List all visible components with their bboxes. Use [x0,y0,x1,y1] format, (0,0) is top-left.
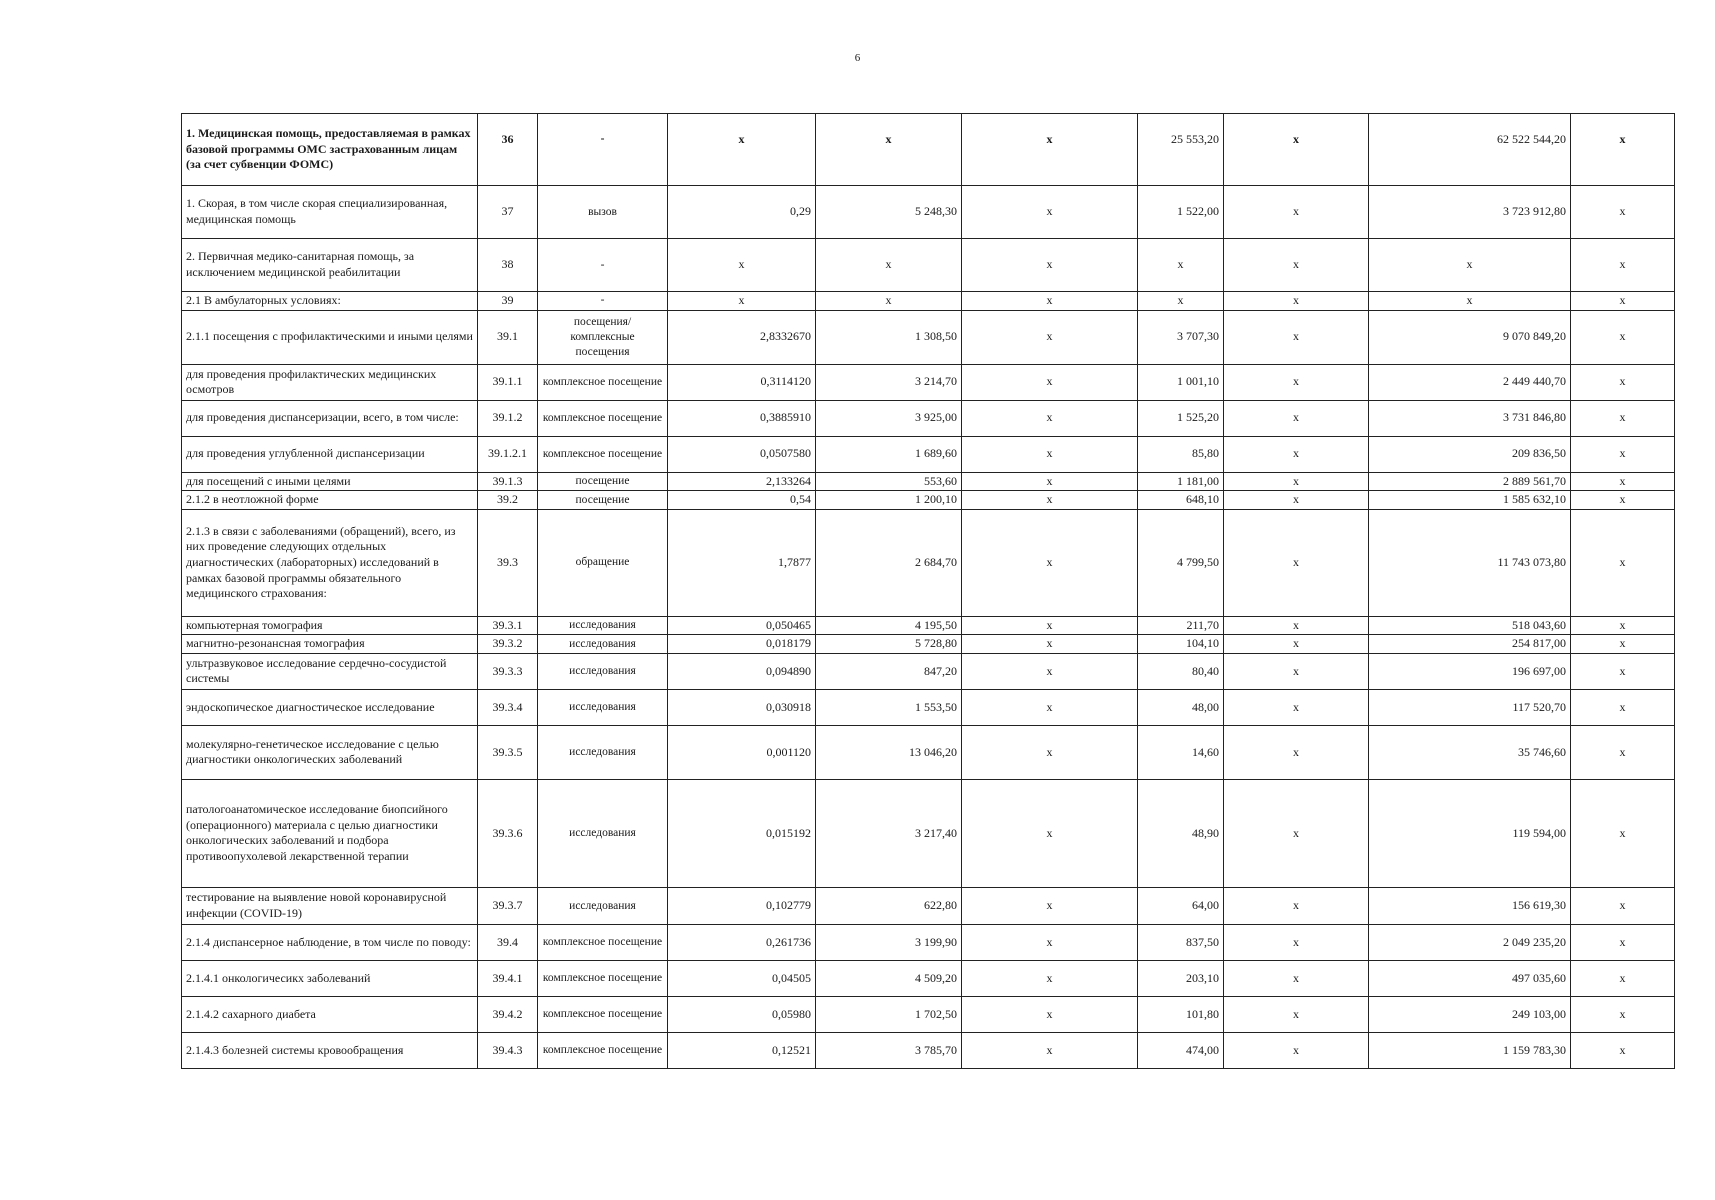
row-unit: - [538,292,668,311]
row-code: 39.3.3 [478,653,538,689]
per-capita-budget: х [962,924,1138,960]
per-capita-budget: х [962,779,1138,887]
table-row [182,114,1675,186]
row-code: 39.2 [478,491,538,510]
row-name: 2.1 В амбулаторных условиях: [182,292,478,311]
per-capita-oms: 474,00 [1138,1032,1224,1068]
per-capita-oms: 837,50 [1138,924,1224,960]
table-row [182,887,1675,924]
total-oms: 518 043,60 [1369,616,1571,635]
table-row [182,924,1675,960]
total-oms: 2 049 235,20 [1369,924,1571,960]
total-budget: х [1224,1032,1369,1068]
row-code: 39.4.3 [478,1032,538,1068]
row-code: 36 [478,114,538,186]
cost-norm: х [816,239,962,292]
table-row [182,635,1675,654]
row-unit: - [538,114,668,186]
per-capita-budget: х [962,292,1138,311]
cost-norm: 2 684,70 [816,509,962,616]
table-row [182,472,1675,491]
per-capita-oms: 1 181,00 [1138,472,1224,491]
per-capita-budget: х [962,509,1138,616]
table-row [182,779,1675,887]
row-code: 38 [478,239,538,292]
per-capita-budget: х [962,310,1138,364]
row-unit: комплексное посещение [538,436,668,472]
row-name: тестирование на выявление новой коронавирусной инфекции (COVID-19) [182,887,478,924]
row-unit: исследования [538,616,668,635]
row-name: для проведения углубленной диспансеризации [182,436,478,472]
row-code: 39.3.1 [478,616,538,635]
total-budget: х [1224,509,1369,616]
share: х [1571,186,1675,239]
per-capita-budget: х [962,725,1138,779]
total-budget: х [1224,924,1369,960]
table-row [182,292,1675,311]
share: х [1571,635,1675,654]
cost-norm: 3 214,70 [816,364,962,400]
volume-norm: 0,001120 [668,725,816,779]
row-unit: вызов [538,186,668,239]
row-name: для посещений с иными целями [182,472,478,491]
row-code: 39.3.2 [478,635,538,654]
total-oms: 497 035,60 [1369,960,1571,996]
volume-norm: х [668,114,816,186]
total-oms: 3 731 846,80 [1369,400,1571,436]
table-row [182,436,1675,472]
total-budget: х [1224,186,1369,239]
share: х [1571,310,1675,364]
total-oms: 254 817,00 [1369,635,1571,654]
table-row [182,310,1675,364]
volume-norm: 0,102779 [668,887,816,924]
cost-norm: 1 308,50 [816,310,962,364]
volume-norm: 0,12521 [668,1032,816,1068]
cost-norm: 1 702,50 [816,996,962,1032]
cost-norm: 1 689,60 [816,436,962,472]
per-capita-budget: х [962,472,1138,491]
total-oms: 11 743 073,80 [1369,509,1571,616]
total-oms: 117 520,70 [1369,689,1571,725]
per-capita-oms: 104,10 [1138,635,1224,654]
total-oms: 1 159 783,30 [1369,1032,1571,1068]
table-row [182,509,1675,616]
row-unit: комплексное посещение [538,996,668,1032]
row-unit: исследования [538,887,668,924]
volume-norm: 0,050465 [668,616,816,635]
row-name: компьютерная томография [182,616,478,635]
per-capita-budget: х [962,996,1138,1032]
row-code: 39.3 [478,509,538,616]
total-oms: 2 449 440,70 [1369,364,1571,400]
row-code: 39 [478,292,538,311]
per-capita-oms: 64,00 [1138,887,1224,924]
total-budget: х [1224,472,1369,491]
share: х [1571,509,1675,616]
row-name: 2. Первичная медико-санитарная помощь, за исключением медицинской реабилитации [182,239,478,292]
volume-norm: 0,29 [668,186,816,239]
per-capita-oms: 211,70 [1138,616,1224,635]
cost-norm: 3 217,40 [816,779,962,887]
row-unit: посещения/комплексные посещения [538,310,668,364]
per-capita-oms: 648,10 [1138,491,1224,510]
cost-norm: 1 200,10 [816,491,962,510]
cost-norm: 3 785,70 [816,1032,962,1068]
row-name: эндоскопическое диагностическое исследование [182,689,478,725]
total-budget: х [1224,400,1369,436]
cost-norm: 3 925,00 [816,400,962,436]
total-budget: х [1224,364,1369,400]
per-capita-oms: х [1138,292,1224,311]
per-capita-budget: х [962,491,1138,510]
per-capita-oms: 48,00 [1138,689,1224,725]
cost-norm: 3 199,90 [816,924,962,960]
row-unit: исследования [538,689,668,725]
total-oms: х [1369,239,1571,292]
table-row [182,725,1675,779]
total-oms: 9 070 849,20 [1369,310,1571,364]
row-unit: - [538,239,668,292]
share: х [1571,960,1675,996]
total-budget: х [1224,635,1369,654]
cost-norm: х [816,292,962,311]
per-capita-oms: 25 553,20 [1138,114,1224,186]
volume-norm: х [668,239,816,292]
volume-norm: х [668,292,816,311]
row-unit: посещение [538,491,668,510]
total-oms: 35 746,60 [1369,725,1571,779]
per-capita-budget: х [962,960,1138,996]
total-budget: х [1224,114,1369,186]
table-row [182,364,1675,400]
per-capita-oms: 1 525,20 [1138,400,1224,436]
volume-norm: 0,3885910 [668,400,816,436]
share: х [1571,779,1675,887]
total-oms: 156 619,30 [1369,887,1571,924]
row-name: 2.1.1 посещения с профилактическими и иными целями [182,310,478,364]
per-capita-oms: 3 707,30 [1138,310,1224,364]
financing-table [181,113,1675,1069]
table-row [182,616,1675,635]
table-body [182,114,1675,1069]
row-code: 39.3.5 [478,725,538,779]
share: х [1571,1032,1675,1068]
total-oms: х [1369,292,1571,311]
share: х [1571,400,1675,436]
volume-norm: 0,04505 [668,960,816,996]
per-capita-budget: х [962,1032,1138,1068]
row-unit: комплексное посещение [538,924,668,960]
row-unit: посещение [538,472,668,491]
per-capita-budget: х [962,689,1138,725]
cost-norm: 1 553,50 [816,689,962,725]
row-name: патологоанатомическое исследование биопсийного (операционного) материала с целью диагностики онкологических заболеваний и подбора противоопухолевой лекарственной терапии [182,779,478,887]
volume-norm: 2,8332670 [668,310,816,364]
per-capita-budget: х [962,400,1138,436]
per-capita-oms: х [1138,239,1224,292]
volume-norm: 0,3114120 [668,364,816,400]
per-capita-oms: 101,80 [1138,996,1224,1032]
table-row [182,400,1675,436]
row-name: для проведения диспансеризации, всего, в том числе: [182,400,478,436]
share: х [1571,887,1675,924]
row-unit: исследования [538,635,668,654]
total-oms: 196 697,00 [1369,653,1571,689]
volume-norm: 0,015192 [668,779,816,887]
per-capita-oms: 1 001,10 [1138,364,1224,400]
share: х [1571,491,1675,510]
per-capita-budget: х [962,436,1138,472]
row-name: ультразвуковое исследование сердечно-сосудистой системы [182,653,478,689]
total-oms: 1 585 632,10 [1369,491,1571,510]
cost-norm: 4 509,20 [816,960,962,996]
total-budget: х [1224,436,1369,472]
total-budget: х [1224,887,1369,924]
total-budget: х [1224,310,1369,364]
total-budget: х [1224,779,1369,887]
per-capita-oms: 85,80 [1138,436,1224,472]
table-row [182,960,1675,996]
row-code: 39.4.1 [478,960,538,996]
row-name: 2.1.4.3 болезней системы кровообращения [182,1032,478,1068]
per-capita-budget: х [962,364,1138,400]
share: х [1571,725,1675,779]
row-code: 39.3.7 [478,887,538,924]
row-name: 2.1.2 в неотложной форме [182,491,478,510]
per-capita-budget: х [962,653,1138,689]
per-capita-oms: 48,90 [1138,779,1224,887]
row-code: 39.1.3 [478,472,538,491]
cost-norm: 553,60 [816,472,962,491]
row-unit: исследования [538,653,668,689]
row-code: 39.4 [478,924,538,960]
share: х [1571,364,1675,400]
per-capita-oms: 1 522,00 [1138,186,1224,239]
share: х [1571,292,1675,311]
per-capita-budget: х [962,887,1138,924]
total-budget: х [1224,996,1369,1032]
cost-norm: 5 728,80 [816,635,962,654]
page-number: 6 [854,52,861,64]
per-capita-budget: х [962,114,1138,186]
volume-norm: 0,030918 [668,689,816,725]
per-capita-budget: х [962,239,1138,292]
row-name: 2.1.4 диспансерное наблюдение, в том числе по поводу: [182,924,478,960]
volume-norm: 0,018179 [668,635,816,654]
row-name: магнитно-резонансная томография [182,635,478,654]
volume-norm: 0,261736 [668,924,816,960]
share: х [1571,114,1675,186]
volume-norm: 1,7877 [668,509,816,616]
volume-norm: 0,094890 [668,653,816,689]
row-unit: комплексное посещение [538,960,668,996]
share: х [1571,472,1675,491]
row-code: 39.1 [478,310,538,364]
per-capita-budget: х [962,186,1138,239]
per-capita-oms: 4 799,50 [1138,509,1224,616]
per-capita-oms: 203,10 [1138,960,1224,996]
row-code: 39.1.2.1 [478,436,538,472]
row-code: 39.3.4 [478,689,538,725]
row-code: 39.1.1 [478,364,538,400]
row-unit: комплексное посещение [538,1032,668,1068]
share: х [1571,616,1675,635]
row-name: молекулярно-генетическое исследование с целью диагностики онкологических заболеваний [182,725,478,779]
table-row [182,239,1675,292]
cost-norm: 622,80 [816,887,962,924]
per-capita-budget: х [962,635,1138,654]
share: х [1571,924,1675,960]
row-unit: исследования [538,779,668,887]
row-name: для проведения профилактических медицинских осмотров [182,364,478,400]
cost-norm: 847,20 [816,653,962,689]
total-oms: 249 103,00 [1369,996,1571,1032]
total-oms: 3 723 912,80 [1369,186,1571,239]
row-code: 37 [478,186,538,239]
share: х [1571,689,1675,725]
total-budget: х [1224,960,1369,996]
table-row [182,653,1675,689]
cost-norm: х [816,114,962,186]
table-row [182,186,1675,239]
per-capita-oms: 80,40 [1138,653,1224,689]
total-budget: х [1224,239,1369,292]
row-name: 1. Скорая, в том числе скорая специализированная, медицинская помощь [182,186,478,239]
total-budget: х [1224,689,1369,725]
table-row [182,491,1675,510]
share: х [1571,653,1675,689]
row-unit: исследования [538,725,668,779]
row-unit: обращение [538,509,668,616]
table-row [182,1032,1675,1068]
row-code: 39.3.6 [478,779,538,887]
share: х [1571,239,1675,292]
total-budget: х [1224,491,1369,510]
cost-norm: 13 046,20 [816,725,962,779]
share: х [1571,996,1675,1032]
row-name: 2.1.4.2 сахарного диабета [182,996,478,1032]
total-oms: 209 836,50 [1369,436,1571,472]
cost-norm: 5 248,30 [816,186,962,239]
row-code: 39.4.2 [478,996,538,1032]
row-name: 2.1.3 в связи с заболеваниями (обращений), всего, из них проведение следующих отдельных диагностических (лабораторных) исследований в рамках базовой программы обязательного медицинского страхования: [182,509,478,616]
table-row [182,689,1675,725]
per-capita-budget: х [962,616,1138,635]
total-budget: х [1224,725,1369,779]
total-oms: 62 522 544,20 [1369,114,1571,186]
volume-norm: 0,05980 [668,996,816,1032]
row-name: 2.1.4.1 онкологичесикх заболеваний [182,960,478,996]
share: х [1571,436,1675,472]
volume-norm: 0,0507580 [668,436,816,472]
total-oms: 119 594,00 [1369,779,1571,887]
row-code: 39.1.2 [478,400,538,436]
cost-norm: 4 195,50 [816,616,962,635]
total-budget: х [1224,653,1369,689]
total-oms: 2 889 561,70 [1369,472,1571,491]
volume-norm: 0,54 [668,491,816,510]
row-unit: комплексное посещение [538,364,668,400]
row-name: 1. Медицинская помощь, предоставляемая в рамках базовой программы ОМС застрахованным лицам (за счет субвенции ФОМС) [182,114,478,186]
total-budget: х [1224,292,1369,311]
total-budget: х [1224,616,1369,635]
table-row [182,996,1675,1032]
volume-norm: 2,133264 [668,472,816,491]
row-unit: комплексное посещение [538,400,668,436]
per-capita-oms: 14,60 [1138,725,1224,779]
